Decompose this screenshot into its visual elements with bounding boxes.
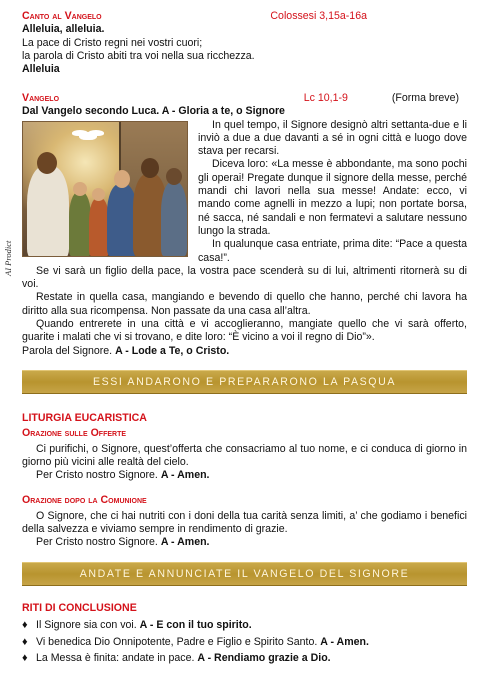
offerte-title: Orazione sulle Offerte <box>22 427 127 440</box>
canto-line-2: La pace di Cristo regni nei vostri cuori; <box>22 36 203 49</box>
liturgia-title: LITURGIA EUCARISTICA <box>22 412 147 424</box>
riti-item-response: A - E con il tuo spirito. <box>139 619 252 632</box>
vangelo-close-b: A - Lode a Te, o Cristo. <box>115 344 230 357</box>
banner-essi-andarono: ESSI ANDARONO E PREPARARONO LA PASQUA <box>22 370 467 394</box>
vangelo-ref: Lc 10,1-9 <box>303 92 348 104</box>
banner-andate-annunciate: ANDATE E ANNUNCIATE IL VANGELO DEL SIGNORE <box>22 562 467 586</box>
offerte-close-b: A - Amen. <box>160 469 210 482</box>
vangelo-intro-a: Dal Vangelo secondo Luca. <box>22 105 160 118</box>
canto-line-3: la parola di Cristo abiti tra voi nella sua ricchezza. <box>22 49 255 62</box>
vangelo-close-a: Parola del Signore. <box>22 344 113 357</box>
diamond-bullet-icon: ♦ <box>22 619 28 632</box>
comunione-title: Orazione dopo la Comunione <box>22 494 147 507</box>
vangelo-title: Vangelo <box>22 92 60 104</box>
diamond-bullet-icon: ♦ <box>22 651 28 664</box>
offerte-text: Ci purifichi, o Signore, quest’offerta che consacriamo al tuo nome, e ci conduca di giorno in giorno più vicini alle realtà del cielo. <box>22 442 467 468</box>
dove-icon <box>79 132 97 140</box>
list-item <box>22 636 467 649</box>
comunione-close <box>22 536 467 549</box>
vangelo-p5: Restate in quella casa, mangiando e bevendo di quello che hanno, perché chi lavora ha diritto alla sua ricompensa. Non passate da una casa all’altra. <box>22 291 467 317</box>
vangelo-close <box>22 345 467 358</box>
riti-section <box>22 602 467 668</box>
offerte-close <box>22 469 467 482</box>
riti-item-text: La Messa è finita: andate in pace. <box>36 651 195 664</box>
comunione-text: O Signore, che ci hai nutriti con i doni della tua carità senza limiti, a’ che godiamo i benefici della salvezza e viviamo sempre in rendimento di grazie. <box>22 509 467 536</box>
canto-line-4: Alleluia <box>22 63 60 76</box>
canto-line-1: Alleluia, alleluia. <box>22 23 105 36</box>
riti-item-text: Il Signore sia con voi. <box>36 619 137 632</box>
vangelo-intro-b: A - Gloria a te, o Signore <box>161 105 285 118</box>
vangelo-p2: Diceva loro: «La messe è abbondante, ma sono pochi gli operai! Pregate dunque il signore della messe, perché mandi chi lavori nella sua messe! Andate: ecco, vi mando come agnelli in mezzo a lupi; non portate borsa, né sacca, né sandali e non fermatevi a salutare nessuno lungo la strada. <box>198 158 467 237</box>
canto-section <box>22 10 467 76</box>
vangelo-p3: In qualunque casa entriate, prima dite: “Pace a questa casa!”. <box>198 238 467 264</box>
diamond-bullet-icon: ♦ <box>22 635 28 648</box>
image-credit: AI Prodict <box>3 240 13 276</box>
vangelo-p4: Se vi sarà un figlio della pace, la vostra pace scenderà su di lui, altrimenti ritornerà su di voi. <box>22 264 467 291</box>
liturgia-section <box>22 412 467 550</box>
offerte-close-a: Per Cristo nostro Signore. <box>36 469 158 482</box>
riti-item-response: A - Amen. <box>320 635 369 648</box>
vangelo-p1: In quel tempo, il Signore designò altri settanta-due e li inviò a due a due davanti a sé in ogni città e luogo dove stava per recarsi. <box>198 118 467 158</box>
vangelo-intro <box>22 105 467 118</box>
riti-title: RITI DI CONCLUSIONE <box>22 602 137 614</box>
list-item <box>22 619 467 632</box>
canto-title: Canto al Vangelo <box>22 10 102 22</box>
comunione-close-a: Per Cristo nostro Signore. <box>36 536 158 549</box>
canto-ref: Colossesi 3,15a-16a <box>270 10 367 22</box>
riti-item-text: Vi benedica Dio Onnipotente, Padre e Figlio e Spirito Santo. <box>36 635 318 648</box>
riti-item-response: A - Rendiamo grazie a Dio. <box>197 651 331 664</box>
jesus-disciples-illustration <box>22 121 188 257</box>
comunione-close-b: A - Amen. <box>160 536 210 549</box>
vangelo-form: (Forma breve) <box>391 92 459 104</box>
vangelo-section <box>22 92 467 358</box>
vangelo-p6: Quando entrerete in una città e vi accoglieranno, mangiate quello che vi sarà offerto, guarite i malati che vi si trovano, e dite loro: “È vicino a voi il regno di Dio”». <box>22 318 467 344</box>
list-item <box>22 652 467 665</box>
